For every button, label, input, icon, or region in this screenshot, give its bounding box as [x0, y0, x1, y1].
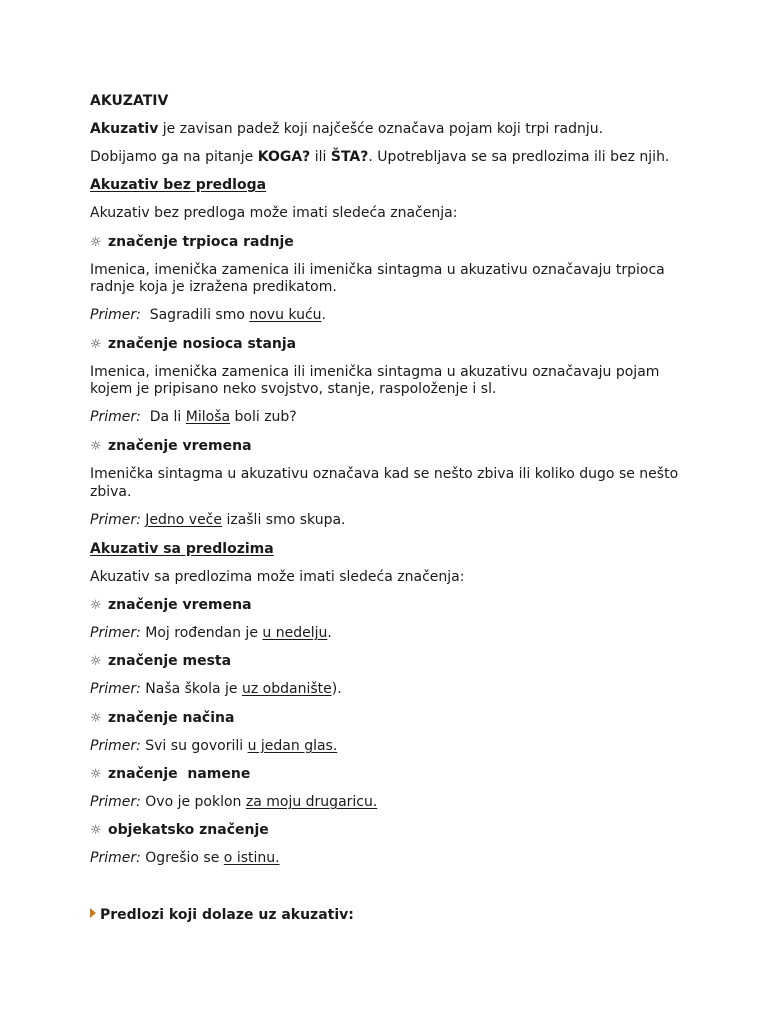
- example-text: Ogrešio se: [140, 850, 224, 866]
- meaning-description: Imenička sintagma u akuzativu označava kad se nešto zbiva ili koliko dugo se nešto: [90, 466, 679, 482]
- example-line: [90, 511, 346, 529]
- doc-title: AKUZATIV: [90, 93, 169, 109]
- example-text: Da li: [140, 409, 186, 425]
- meaning-heading: [90, 596, 252, 615]
- example-line: [90, 737, 337, 755]
- example-text-end: izašli smo skupa.: [222, 512, 346, 528]
- meaning-heading-text: značenje vremena: [108, 597, 252, 613]
- example-text: Sagradili smo: [140, 307, 250, 323]
- intro-line-1: [90, 120, 603, 138]
- example-underlined: za moju drugaricu.: [245, 794, 378, 810]
- intro2-koga: KOGA?: [257, 149, 311, 165]
- meaning-heading-text: značenje mesta: [108, 653, 232, 669]
- example-label: Primer:: [90, 794, 141, 810]
- example-label: Primer:: [90, 850, 141, 866]
- meaning-heading: [90, 652, 231, 671]
- sun-bullet-icon: ☼: [90, 654, 102, 669]
- example-underlined: Miloša: [185, 409, 231, 425]
- meaning-description-cont: radnje koja je izražena predikatom.: [90, 279, 337, 295]
- example-line: [90, 408, 297, 426]
- example-line: [90, 306, 326, 324]
- example-line: [90, 793, 377, 811]
- example-text-end: .: [321, 307, 326, 323]
- example-text-end: boli zub?: [230, 409, 297, 425]
- sun-bullet-icon: ☼: [90, 439, 102, 454]
- meaning-heading: [90, 335, 296, 354]
- section-intro-bez-predloga: Akuzativ bez predloga može imati sledeća značenja:: [90, 205, 458, 221]
- meaning-heading: [90, 709, 234, 728]
- section-heading-sa-predlozima: Akuzativ sa predlozima: [90, 541, 274, 557]
- intro2-text-c: ili: [310, 149, 331, 165]
- meaning-heading-text: objekatsko značenje: [108, 822, 269, 838]
- intro-text: je zavisan padež koji najčešće označava pojam koji trpi radnju.: [158, 121, 604, 137]
- meaning-heading-text: značenje trpioca radnje: [108, 234, 294, 250]
- example-underlined: u jedan glas.: [247, 738, 338, 754]
- example-label: Primer:: [90, 625, 141, 641]
- sun-bullet-icon: ☼: [90, 823, 102, 838]
- intro2-text-a: Dobijamo ga na pitanje: [90, 149, 258, 165]
- meaning-heading: [90, 765, 250, 784]
- example-underlined: uz obdanište: [241, 681, 332, 697]
- example-text: Moj rođendan je: [140, 625, 263, 641]
- example-text: Ovo je poklon: [140, 794, 246, 810]
- sun-bullet-icon: ☼: [90, 711, 102, 726]
- sun-bullet-icon: ☼: [90, 598, 102, 613]
- example-underlined: novu kuću: [249, 307, 322, 323]
- meaning-heading: [90, 821, 269, 840]
- example-line: [90, 624, 332, 642]
- meaning-heading: [90, 233, 294, 252]
- section-intro-sa-predlozima: Akuzativ sa predlozima može imati sledeća značenja:: [90, 569, 465, 585]
- example-line: [90, 849, 280, 867]
- final-heading: [90, 906, 354, 924]
- example-label: Primer:: [90, 512, 141, 528]
- meaning-heading-text: značenje nosioca stanja: [108, 336, 297, 352]
- meaning-heading-text: značenje namene: [108, 766, 251, 782]
- example-text: Svi su govorili: [140, 738, 248, 754]
- example-label: Primer:: [90, 307, 141, 323]
- intro-bold-term: Akuzativ: [90, 121, 159, 137]
- example-line: [90, 680, 342, 698]
- arrow-right-icon: [90, 908, 96, 918]
- sun-bullet-icon: ☼: [90, 235, 102, 250]
- meaning-description: Imenica, imenička zamenica ili imenička sintagma u akuzativu označavaju trpioca: [90, 262, 665, 278]
- meaning-heading: [90, 437, 252, 456]
- sun-bullet-icon: ☼: [90, 337, 102, 352]
- intro-line-2: [90, 148, 669, 166]
- example-underlined: Jedno veče: [145, 512, 222, 528]
- meaning-description-cont: kojem je pripisano neko svojstvo, stanje, raspoloženje i sl.: [90, 381, 497, 397]
- example-text: Naša škola je: [140, 681, 242, 697]
- meaning-description: Imenica, imenička zamenica ili imenička sintagma u akuzativu označavaju pojam: [90, 364, 660, 380]
- meaning-description-cont: zbiva.: [90, 484, 132, 500]
- example-label: Primer:: [90, 681, 141, 697]
- section-heading-bez-predloga: Akuzativ bez predloga: [90, 177, 267, 193]
- final-heading-text: Predlozi koji dolaze uz akuzativ:: [100, 907, 354, 923]
- example-text-end: .: [327, 625, 332, 641]
- example-underlined: o istinu.: [223, 850, 280, 866]
- sun-bullet-icon: ☼: [90, 767, 102, 782]
- meaning-heading-text: značenje vremena: [108, 438, 252, 454]
- example-text-end: ).: [331, 681, 342, 697]
- example-label: Primer:: [90, 738, 141, 754]
- example-label: Primer:: [90, 409, 141, 425]
- example-underlined: u nedelju: [262, 625, 328, 641]
- intro2-text-e: . Upotrebljava se sa predlozima ili bez njih.: [368, 149, 670, 165]
- intro2-sta: ŠTA?: [330, 149, 369, 165]
- meaning-heading-text: značenje načina: [108, 710, 235, 726]
